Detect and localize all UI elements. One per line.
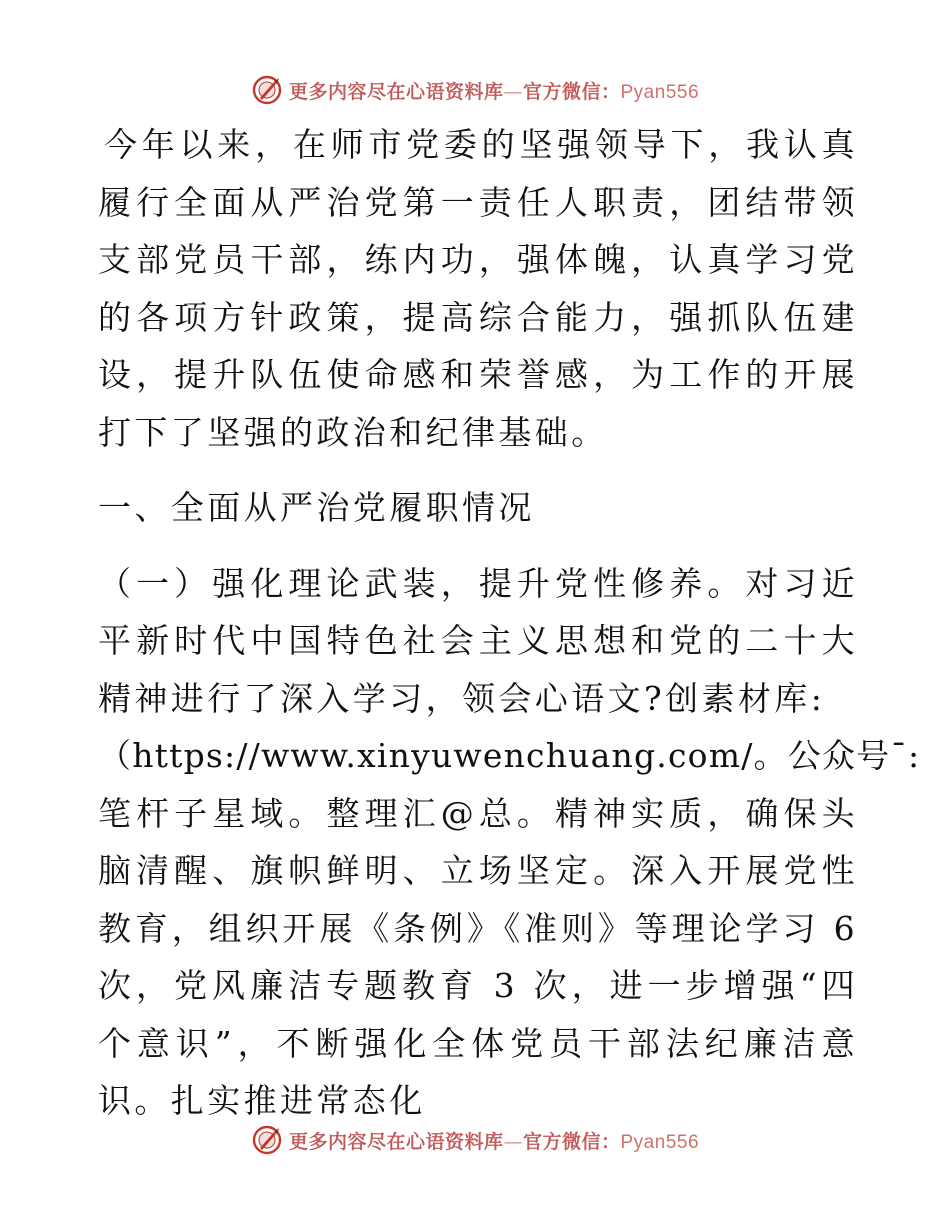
banner-site-text: 更多内容尽在心语资料库 — [288, 80, 504, 103]
banner-separator: — — [503, 1130, 523, 1153]
document-body — [98, 116, 921, 1130]
intro-paragraph: 今年以来，在师市党委的坚强领导下，我认真履行全面从严治党第一责任人职责，团结带领支部党员干部，练内功，强体魄，认真学习党的各项方针政策，提高综合能力，强抓队伍建设，提升队伍使命感和荣誉感，为工作的开展打下了坚强的政治和纪律基础。 — [98, 125, 858, 452]
section-paragraph-url: （https://www.xinyuwenchuang.com/。公众号¯: — [98, 736, 921, 775]
banner-wechat-handle: Pyan556 — [620, 81, 700, 103]
footer-watermark-banner — [0, 1120, 950, 1160]
header-watermark-banner — [0, 70, 950, 110]
quill-logo-icon — [251, 74, 283, 106]
section-paragraph — [98, 555, 921, 1130]
banner-wechat-handle: Pyan556 — [620, 1131, 700, 1153]
banner-official-label: 官方微信： — [522, 1130, 621, 1153]
banner-site-text: 更多内容尽在心语资料库 — [288, 1130, 504, 1153]
banner-official-label: 官方微信： — [522, 80, 621, 103]
section-heading: 一、全面从严治党履职情况 — [98, 488, 535, 527]
section-paragraph-part1: （一）强化理论武装，提升党性修养。对习近平新时代中国特色社会主义思想和党的二十大精神进行了深入学习，领会心语文?创素材库: — [98, 563, 858, 718]
section-paragraph-part2: 笔杆子星域。整理汇@总。精神实质，确保头脑清醒、旗帜鲜明、立场坚定。深入开展党性教育，组织开展《条例》《准则》等理论学习 6 次，党风廉洁专题教育 3 次，进一步增强“四个意识”，不断强化全体党员干部法纪廉洁意识。扎实推进常态化 — [98, 793, 858, 1120]
quill-logo-icon — [251, 1124, 283, 1156]
banner-separator: — — [503, 80, 523, 103]
